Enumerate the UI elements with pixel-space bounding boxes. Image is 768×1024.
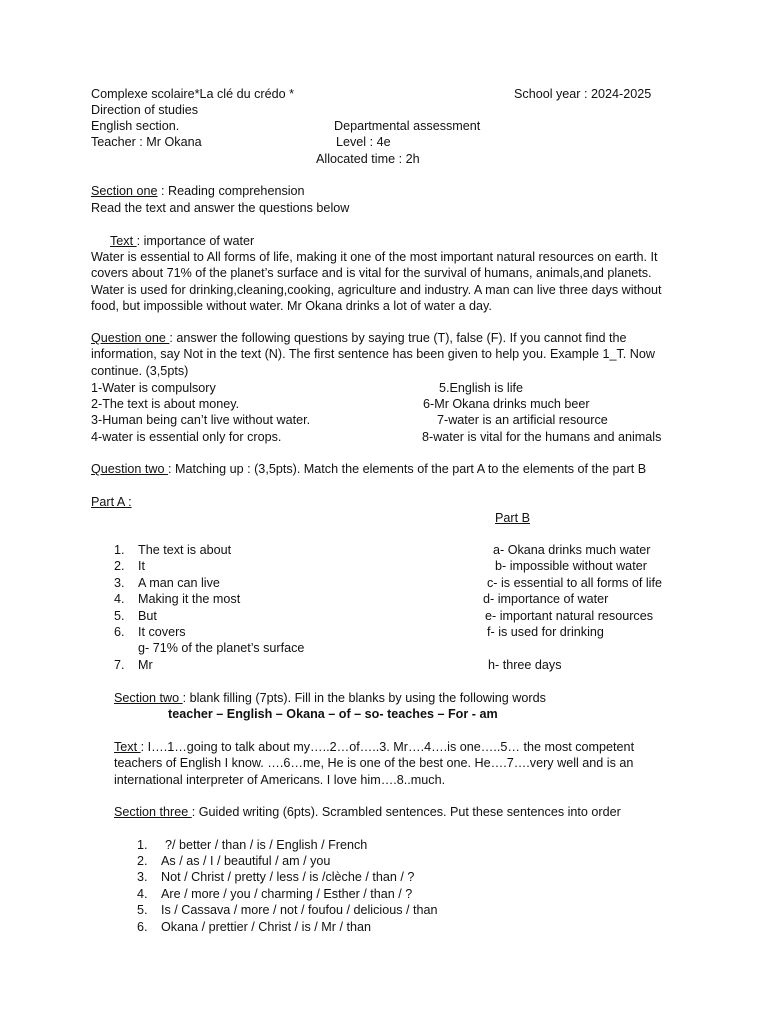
question-one-label: Question one bbox=[91, 331, 170, 345]
scrambled-sentence-3: Not / Christ / pretty / less / is /clèche / than / ? bbox=[161, 870, 415, 884]
school-year: School year : 2024-2025 bbox=[514, 87, 652, 101]
text-heading bbox=[110, 233, 254, 249]
level: Level : 4e bbox=[336, 135, 391, 149]
part-b-item-c: c- is essential to all forms of life bbox=[487, 576, 662, 590]
part-b-item-h: h- three days bbox=[488, 658, 562, 672]
scrambled-number-6: 6. bbox=[137, 920, 148, 934]
section-one-instruction: Read the text and answer the questions below bbox=[91, 201, 350, 215]
part-b-item-a: a- Okana drinks much water bbox=[493, 543, 651, 557]
section-one-title: : Reading comprehension bbox=[157, 184, 305, 198]
part-b-item-e: e- important natural resources bbox=[485, 609, 653, 623]
statement-3: 3-Human being can’t live without water. bbox=[91, 413, 311, 427]
part-a-item-3: A man can live bbox=[138, 576, 220, 590]
scrambled-number-4: 4. bbox=[137, 887, 148, 901]
part-b-item-b: b- impossible without water bbox=[495, 559, 647, 573]
blank-filling-text bbox=[114, 739, 644, 788]
part-a-number-2: 2. bbox=[114, 559, 125, 573]
text-label: Text bbox=[110, 234, 137, 248]
english-section: English section. bbox=[91, 119, 180, 133]
statement-4: 4-water is essential only for crops. bbox=[91, 430, 282, 444]
part-a-item-6: It covers bbox=[138, 625, 186, 639]
part-a-number-3: 3. bbox=[114, 576, 125, 590]
statement-1: 1-Water is compulsory bbox=[91, 381, 216, 395]
scrambled-sentence-2: As / as / I / beautiful / am / you bbox=[161, 854, 331, 868]
question-two-text: : Matching up : (3,5pts). Match the elements of the part A to the elements of the part B bbox=[168, 462, 647, 476]
section-three-heading bbox=[114, 804, 621, 820]
question-one-instruction bbox=[91, 330, 683, 379]
reading-passage: Water is essential to All forms of life, making it one of the most important natural resources on earth. It covers about 71% of the planet’s surface and is vital for the survival of humans, animals,and planets. Water is used for drinking,cleaning,cooking, agriculture and industry. A man can live three days without food, but impossible without water. Mr Okana drinks a lot of water a day. bbox=[91, 250, 662, 313]
scrambled-number-1: 1. bbox=[137, 838, 148, 852]
scrambled-number-2: 2. bbox=[137, 854, 148, 868]
blank-text-label: Text bbox=[114, 740, 141, 754]
statement-8: 8-water is vital for the humans and animals bbox=[422, 430, 662, 444]
section-two-heading bbox=[114, 690, 546, 706]
scrambled-sentence-5: Is / Cassava / more / not / foufou / delicious / than bbox=[161, 903, 438, 917]
part-a-number-1: 1. bbox=[114, 543, 125, 557]
scrambled-sentence-4: Are / more / you / charming / Esther / than / ? bbox=[161, 887, 413, 901]
part-a-item-4: Making it the most bbox=[138, 592, 241, 606]
assessment-type: Departmental assessment bbox=[334, 119, 481, 133]
section-three-label: Section three bbox=[114, 805, 192, 819]
part-a-number-5: 5. bbox=[114, 609, 125, 623]
part-a-number-7: 7. bbox=[114, 658, 125, 672]
part-b-item-f: f- is used for drinking bbox=[487, 625, 604, 639]
section-one-label: Section one bbox=[91, 184, 158, 198]
allocated-time: Allocated time : 2h bbox=[316, 152, 420, 166]
part-b-label: Part B bbox=[495, 511, 530, 525]
teacher-name: Teacher : Mr Okana bbox=[91, 135, 202, 149]
scrambled-sentence-6: Okana / prettier / Christ / is / Mr / than bbox=[161, 920, 371, 934]
question-one-text: : answer the following questions by saying true (T), false (F). If you cannot find the information, say Not in the text (N). The first sentence has been given to help you. Example 1_T. Now continue. (3,5pts) bbox=[91, 331, 655, 378]
part-b-item-d: d- importance of water bbox=[483, 592, 609, 606]
blank-text-body: : I….1…going to talk about my…..2…of…..3. Mr….4….is one…..5… the most competent teachers of English I know. ….6…me, He is one of the best one. He….7….very well and is an international interpreter of Americans. I love him….8..much. bbox=[114, 740, 635, 787]
section-three-instruction: : Guided writing (6pts). Scrambled sentences. Put these sentences into order bbox=[191, 805, 621, 819]
statement-2: 2-The text is about money. bbox=[91, 397, 240, 411]
statement-7: 7-water is an artificial resource bbox=[437, 413, 608, 427]
part-a-number-6: 6. bbox=[114, 625, 125, 639]
scrambled-number-3: 3. bbox=[137, 870, 148, 884]
section-one-heading bbox=[91, 183, 305, 199]
part-b-item-g: g- 71% of the planet’s surface bbox=[138, 641, 305, 655]
part-a-item-5: But bbox=[138, 609, 157, 623]
section-two-instruction: : blank filling (7pts). Fill in the blanks by using the following words bbox=[182, 691, 546, 705]
section-two-label: Section two bbox=[114, 691, 183, 705]
question-two-instruction bbox=[91, 461, 646, 477]
part-a-number-4: 4. bbox=[114, 592, 125, 606]
direction-of-studies: Direction of studies bbox=[91, 103, 199, 117]
part-a-item-1: The text is about bbox=[138, 543, 232, 557]
scrambled-sentence-1: ?/ better / than / is / English / French bbox=[165, 838, 368, 852]
statement-6: 6-Mr Okana drinks much beer bbox=[423, 397, 590, 411]
part-a-item-2: It bbox=[138, 559, 145, 573]
scrambled-number-5: 5. bbox=[137, 903, 148, 917]
part-a-item-7: Mr bbox=[138, 658, 153, 672]
word-bank: teacher – English – Okana – of – so- teaches – For - am bbox=[168, 707, 498, 721]
question-two-label: Question two bbox=[91, 462, 169, 476]
text-title: : importance of water bbox=[136, 234, 255, 248]
statement-5: 5.English is life bbox=[439, 381, 523, 395]
part-a-label: Part A : bbox=[91, 495, 132, 509]
school-name: Complexe scolaire*La clé du crédo * bbox=[91, 87, 295, 101]
